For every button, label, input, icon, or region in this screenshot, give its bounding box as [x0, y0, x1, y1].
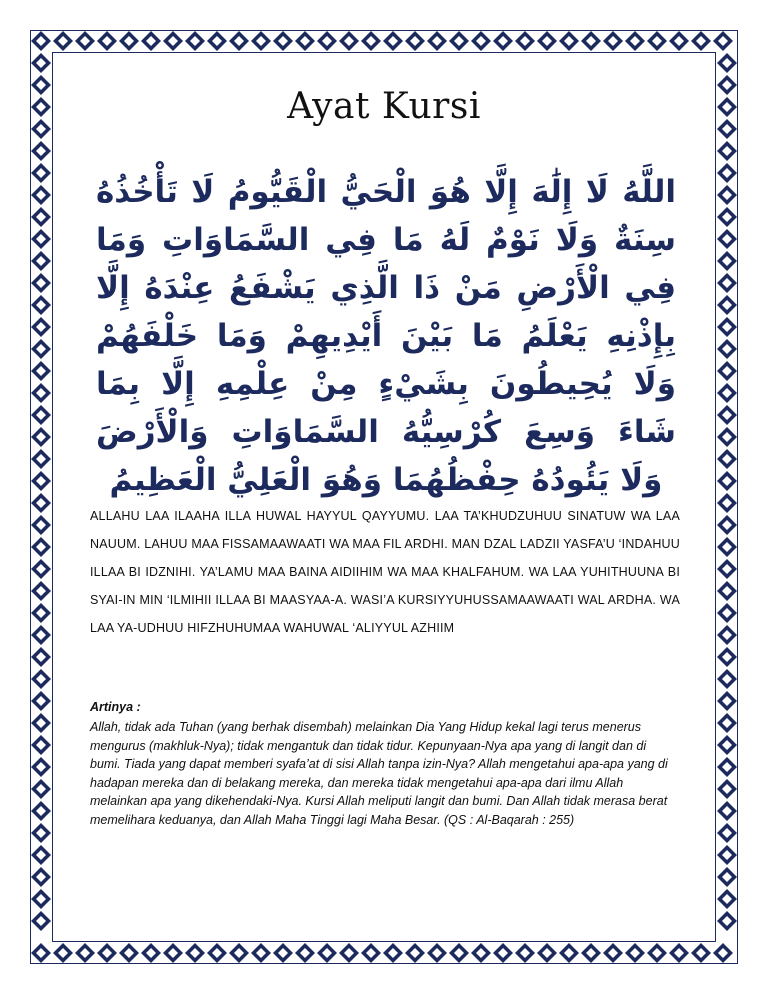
meaning-paragraph: Allah, tidak ada Tuhan (yang berhak disembah) melainkan Dia Yang Hidup kekal lagi terus menerus mengurus (makhluk-Nya); tidak mengantuk dan tidak tidur. Kepunyaan-Nya apa yang di langit dan di bumi. Tiada yang dapat memberi syafa’at di sisi Allah tanpa izin-Nya? Allah mengetahui apa-apa yang di hadapan mereka dan di belakang mereka, dan mereka tidak mengetahui apa-apa dari ilmu Allah melainkan apa yang dikehendaki-Nya. Kursi Allah meliputi langit dan bumi. Dan Allah tidak merasa berat memelihara keduanya, dan Allah Maha Tinggi lagi Maha Besar. (QS : Al-Baqarah : 255) [90, 720, 668, 827]
page-title: Ayat Kursi [287, 86, 481, 127]
transliteration-paragraph: ALLAHU LAA ILAAHA ILLA HUWAL HAYYUL QAYYUMU. LAA TA’KHUDZUHUU SINATUW WA LAA NAUUM. LAHUU MAA FISSAMAAWAATI WA MAA FIL ARDHI. MAN DZAL LADZII YASFA’U ‘INDAHUU ILLAA BI IDZNIHI. YA’LAMU MAA BAINA AIDIIHIM WA MAA KHALFAHUM. WA LAA YUHITHUUNA BI SYAI-IN MIN ‘ILMIHII ILLAA BI MAASYAA-A. WASI’A KURSIYYUHUSSAMAAWAATI WAL ARDHA. WA LAA YA-UDHUU HIFZHUHUMAA WAHUWAL ‘ALIYYUL AZHIIM [90, 509, 680, 635]
meaning-label: Artinya : [90, 700, 141, 714]
arabic-verse: اللَّهُ لَا إِلَٰهَ إِلَّا هُوَ الْحَيُّ الْقَيُّومُ لَا تَأْخُذُهُ سِنَةٌ وَلَا نَوْمٌ لَهُ مَا فِي السَّمَاوَاتِ وَمَا فِي الْأَرْضِ مَنْ ذَا الَّذِي يَشْفَعُ عِنْدَهُ إِلَّا بِإِذْنِهِ يَعْلَمُ مَا بَيْنَ أَيْدِيهِمْ وَمَا خَلْفَهُمْ وَلَا يُحِيطُونَ بِشَيْءٍ مِنْ عِلْمِهِ إِلَّا بِمَا شَاءَ وَسِعَ كُرْسِيُّهُ السَّمَاوَاتِ وَالْأَرْضَ وَلَا يَئُودُهُ حِفْظُهُمَا وَهُوَ الْعَلِيُّ الْعَظِيمُ [96, 174, 676, 498]
